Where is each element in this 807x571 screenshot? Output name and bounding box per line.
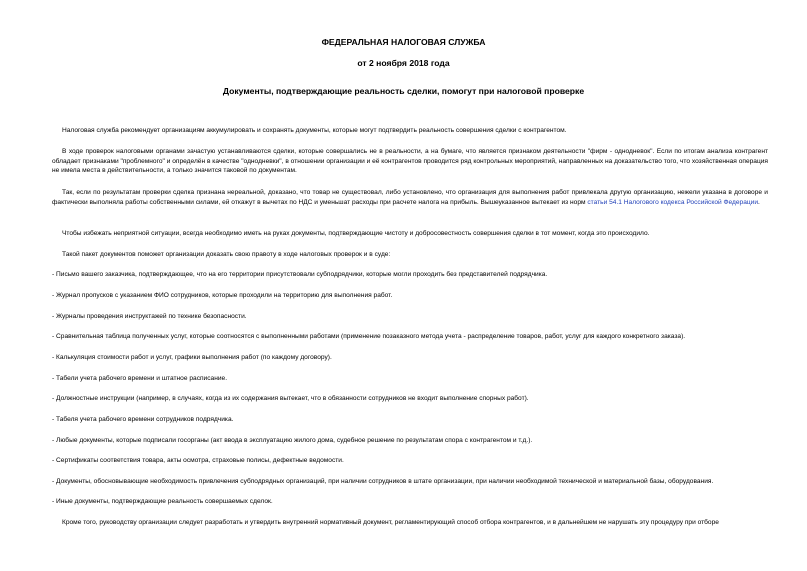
list-item: - Сравнительная таблица полученных услуг, которые соотносятся с выполненными работами (применение позаказного метода учета - распределение товаров, работ, услуг для каждого конкретного заказа). bbox=[52, 333, 686, 340]
list-item: - Иные документы, подтверждающие реальность совершаемых сделок. bbox=[52, 498, 273, 505]
paragraph-advice: Чтобы избежать неприятной ситуации, всегда необходимо иметь на руках документы, подтверждающие чистоту и добросовестность совершения сделки в тот момент, когда это происходило. bbox=[62, 230, 650, 237]
list-item: - Документы, обосновывающие необходимость привлечения субподрядных организаций, при наличии сотрудников в штате организации, при наличии необходимой технической и материальной базы, оборудования. bbox=[52, 478, 714, 485]
list-item: - Журналы проведения инструктажей по технике безопасности. bbox=[52, 313, 247, 320]
list-item: - Калькуляция стоимости работ и услуг, графики выполнения работ (по каждому договору). bbox=[52, 354, 332, 361]
list-item: - Должностные инструкции (например, в случаях, когда из их содержания вытекает, что в обязанности сотрудников не входит выполнение спорных работ). bbox=[52, 395, 529, 402]
paragraph-last: Кроме того, руководству организации следует разработать и утвердить внутренний нормативный документ, регламентирующий способ отбора контрагентов, и в дальнейшем не нарушать эту процедуру при отборе bbox=[62, 519, 719, 526]
list-item: - Табели учета рабочего времени и штатное расписание. bbox=[52, 375, 228, 382]
paragraph-consequences bbox=[52, 188, 768, 207]
paragraph-checks: В ходе проверок налоговыми органами зачастую устанавливаются сделки, которые совершались не в реальности, а на бумаге, что является признаком деятельности "фирм - однодневок". Если по итогам анализа контрагент обладает признаками "проблемного" и определён в качестве "однодневки", в отношении организации и её контрагентов проводится ряд контрольных мероприятий, направленных на доказательство того, что хозяйственная операция не имела места в действительности, а только значится таковой по документам. bbox=[52, 148, 768, 175]
list-item: - Табеля учета рабочего времени сотрудников подрядчика. bbox=[52, 416, 234, 423]
list-item: - Журнал пропусков с указанием ФИО сотрудников, которые проходили на территорию для выполнения работ. bbox=[52, 292, 393, 299]
paragraph-intro: Налоговая служба рекомендует организациям аккумулировать и сохранять документы, которые могут подтвердить реальность совершения сделки с контрагентом. bbox=[62, 127, 567, 134]
document-date: от 2 ноября 2018 года bbox=[357, 58, 450, 68]
list-item: - Письмо вашего заказчика, подтверждающее, что на его территории присутствовали субподрядчики, которые могли проходить без представителей подрядчика. bbox=[52, 271, 548, 278]
paragraph-consequences-end: . bbox=[758, 198, 760, 206]
document-title: Документы, подтверждающие реальность сделки, помогут при налоговой проверке bbox=[222, 86, 585, 96]
paragraph-package: Такой пакет документов поможет организации доказать свою правоту в ходе налоговых проверок и в суде: bbox=[62, 251, 391, 258]
paragraph-consequences-text: Так, если по результатам проверки сделка признана нереальной, доказано, что товар не существовал, либо установлено, что организация для выполнения работ привлекала другую организацию, нежели указана в договоре и фактически выполняла работы собственными силами, ей откажут в вычетах по НДС и уменьшат расходы при расчете налога на прибыль. Вышеуказанное вытекает из норм bbox=[52, 189, 768, 206]
agency-heading: ФЕДЕРАЛЬНАЯ НАЛОГОВАЯ СЛУЖБА bbox=[321, 37, 486, 47]
list-item: - Любые документы, которые подписали госорганы (акт ввода в эксплуатацию жилого дома, судебное решение по результатам спора с контрагентом и т.д.). bbox=[52, 437, 533, 444]
tax-code-link[interactable]: статьи 54.1 Налогового кодекса Российской Федерации bbox=[587, 198, 759, 206]
list-item: - Сертификаты соответствия товара, акты осмотра, страховые полисы, дефектные ведомости. bbox=[52, 457, 344, 464]
